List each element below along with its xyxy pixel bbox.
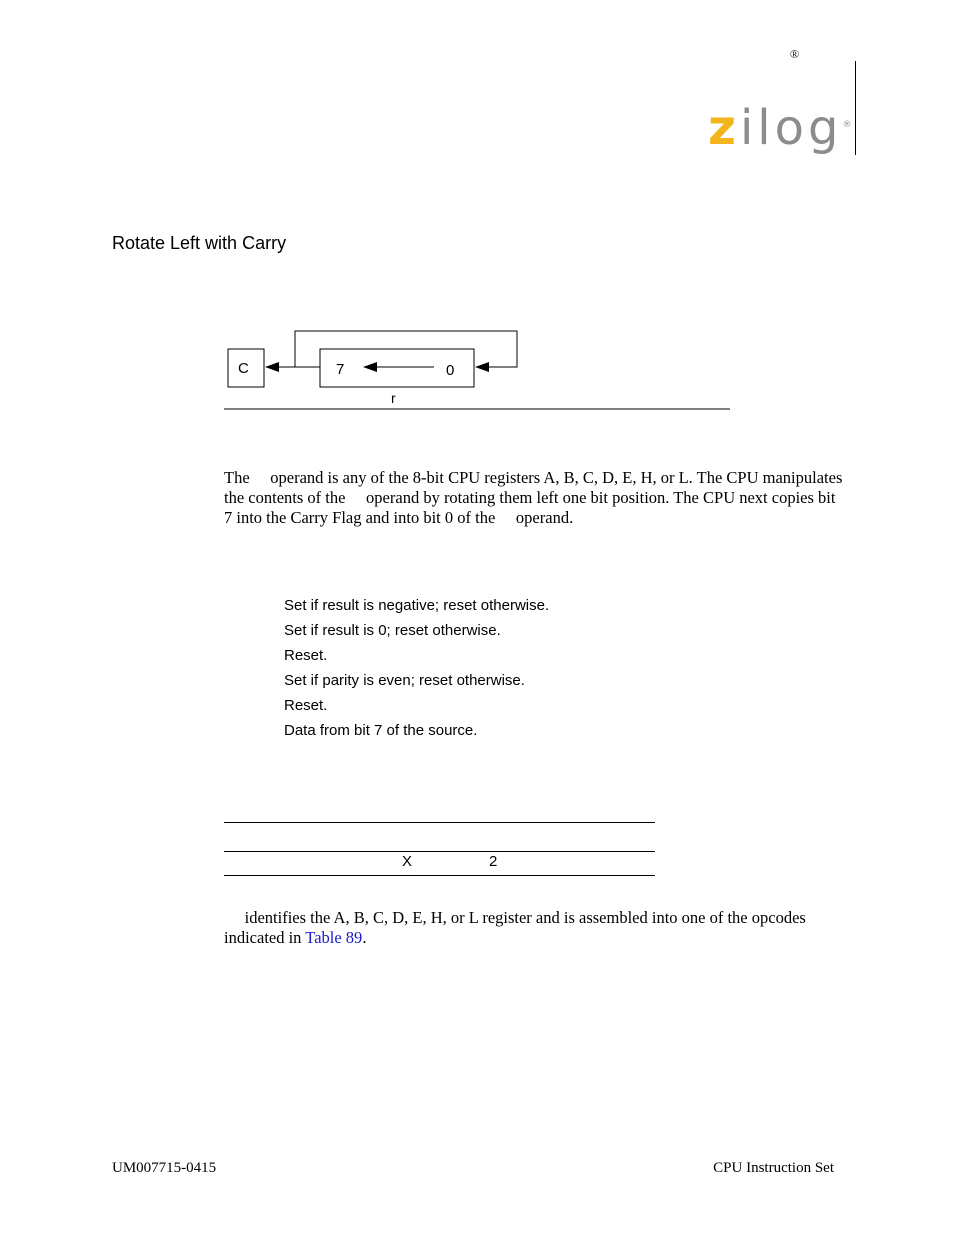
table-top-rule — [224, 822, 655, 823]
header-divider — [855, 61, 856, 155]
description-part-1: The — [224, 468, 254, 487]
flag-description: Data from bit 7 of the source. — [284, 722, 478, 739]
flag-description: Reset. — [284, 697, 328, 714]
description-paragraph — [224, 468, 844, 528]
note-end: . — [362, 928, 367, 947]
table-bottom-rule — [224, 875, 655, 876]
table-header-rule — [224, 851, 655, 852]
bit-high-label: 7 — [336, 361, 345, 378]
carry-label: C — [238, 360, 249, 377]
flag-description: Reset. — [284, 647, 328, 664]
table-cell-2: 2 — [489, 853, 498, 870]
register-label: r — [391, 390, 396, 406]
description-part-3: operand by rotating them left one bit position. The CPU next copies bit 7 into the Carry Flag and into bit 0 of the — [224, 488, 836, 527]
section-title: Rotate Left with Carry — [112, 233, 287, 253]
flag-description: Set if result is negative; reset otherwise. — [284, 597, 550, 614]
note-text: identifies the A, B, C, D, E, H, or L register and is assembled into one of the opcodes indicated in — [224, 908, 806, 947]
logo-z: z — [708, 100, 740, 156]
registered-mark: ® — [790, 47, 800, 61]
logo-registered: ® — [842, 120, 856, 130]
footer-doc-id: UM007715-0415 — [112, 1160, 217, 1176]
register-note-paragraph — [224, 908, 844, 948]
table-cell-x: X — [402, 853, 413, 870]
condition-flags-list — [284, 596, 549, 746]
flag-description: Set if result is 0; reset otherwise. — [284, 622, 501, 639]
description-part-2: operand is any of the 8-bit CPU registers A, B, C, D, E, H, or L. The CPU manipulates the contents of the — [224, 468, 843, 507]
description-part-4: operand. — [511, 508, 574, 527]
zilog-logo — [708, 100, 856, 156]
rotate-diagram — [224, 320, 734, 415]
table-89-link[interactable]: Table 89 — [305, 928, 363, 947]
flag-description: Set if parity is even; reset otherwise. — [284, 672, 525, 689]
footer-section: CPU Instruction Set — [713, 1160, 834, 1176]
bit-low-label: 0 — [446, 362, 455, 379]
logo-rest: ilog — [739, 100, 843, 156]
